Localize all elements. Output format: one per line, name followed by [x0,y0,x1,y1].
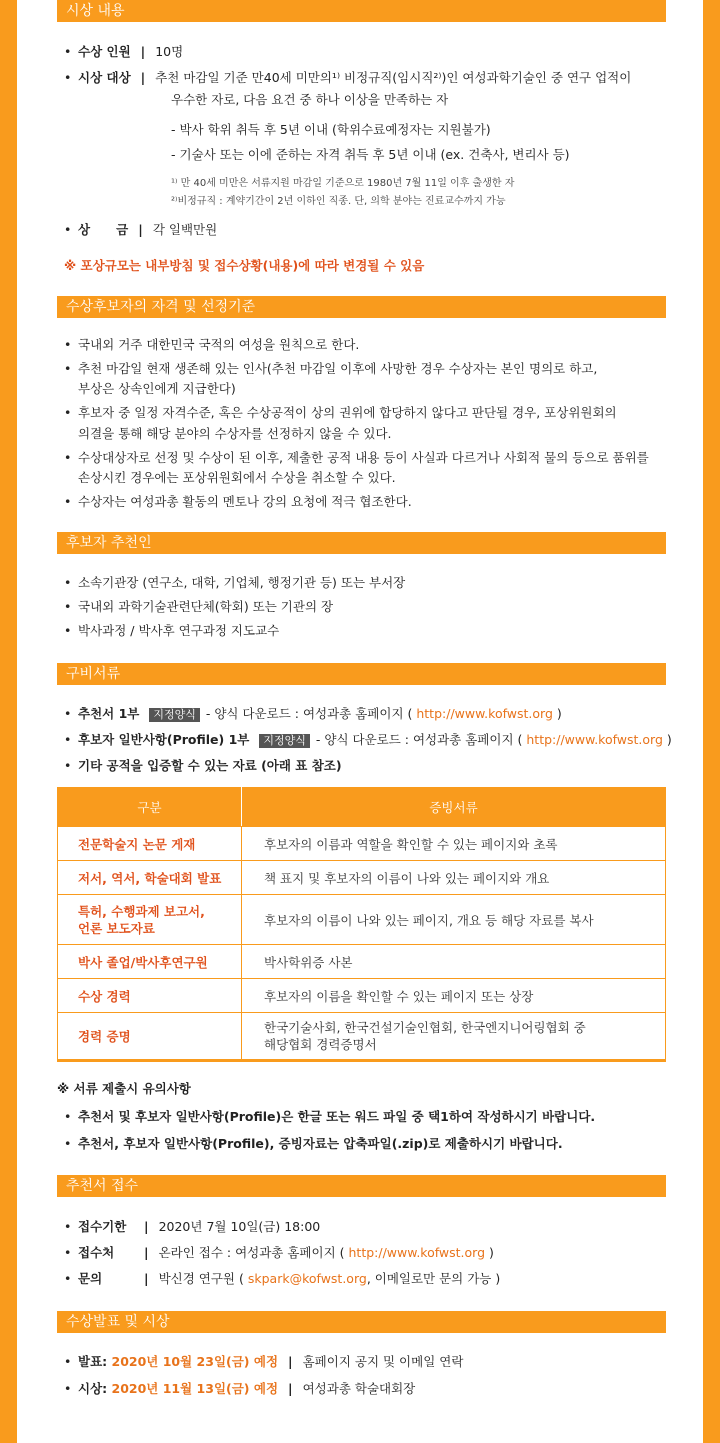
recommender-item: • 박사과정 / 박사후 연구과정 지도교수 [64,623,280,638]
award-warning: ※ 포상규모는 내부방침 및 접수상황(내용)에 따라 변경될 수 있음 [64,258,425,273]
award-count-row: • 수상 인원 | 10명 [64,44,184,59]
submit-contact-row: • 문의 | 박신경 연구원 ( skpark@kofwst.org, 이메일로만 문의 가능 ) [64,1271,501,1286]
docs-item-label: 기타 공적을 입증할 수 있는 자료 (아래 표 참조) [78,758,342,773]
submit-contact-label: 문의 [78,1271,103,1286]
docs-item-text: - 양식 다운로드 : 여성과총 홈페이지 ( [315,732,523,747]
docs-item-3: • 기타 공적을 입증할 수 있는 자료 (아래 표 참조) [64,758,342,773]
award-target-row: • 시상 대상 | 추천 마감일 기준 만40세 미만의¹⁾ 비정규직(임시직²⁾)인 여성과학기술인 중 연구 업적이 [64,70,632,85]
section-header-ceremony: 수상발표 및 시상 [57,1311,666,1333]
submit-deadline-value: 2020년 7월 10일(금) 18:00 [158,1219,321,1234]
docs-item-2: • 후보자 일반사항(Profile) 1부 지정양식 - 양식 다운로드 : 여성과총 홈페이지 ( http://www.kofwst.org ) [64,732,672,747]
form-tag: 지정양식 [149,708,200,722]
kofwst-link[interactable]: http://www.kofwst.org [348,1245,486,1260]
docs-item-label: 후보자 일반사항(Profile) 1부 [78,732,250,747]
criteria-item: • 추천 마감일 현재 생존해 있는 인사(추천 마감일 이후에 사망한 경우 수상자는 본인 명의로 하고, [64,361,598,376]
award-prize-row: • 상 금 | 각 일백만원 [64,222,218,237]
table-cell-evidence: 후보자의 이름과 역할을 확인할 수 있는 페이지와 초록 [242,827,666,861]
ceremony-announce-date: 2020년 10월 23일(금) 예정 [111,1354,279,1369]
award-target-line2: 우수한 자로, 다음 요건 중 하나 이상을 만족하는 자 [171,92,449,107]
table-row [58,979,666,1013]
table-cell-category: 경력 증명 [58,1013,242,1061]
submit-deadline-label: 접수기한 [78,1219,127,1234]
ceremony-award-detail: 여성과총 학술대회장 [302,1381,416,1396]
form-tag: 지정양식 [259,734,310,748]
submit-contact-text: 박신경 연구원 ( [158,1271,244,1286]
docs-notice-title: ※ 서류 제출시 유의사항 [57,1081,191,1096]
kofwst-link[interactable]: http://www.kofwst.org [416,706,553,721]
criteria-text: 의결을 통해 해당 분야의 수상자를 선정하지 않을 수 있다. [78,426,392,441]
table-header-row [58,788,666,827]
award-count-label: 수상 인원 [78,44,131,59]
table-row [58,827,666,861]
recommender-item: • 소속기관장 (연구소, 대학, 기업체, 행정기관 등) 또는 부서장 [64,575,406,590]
criteria-item: • 후보자 중 일정 자격수준, 혹은 수상공적이 상의 권위에 합당하지 않다고 판단될 경우, 포상위원회의 [64,405,617,420]
section-header-criteria: 수상후보자의 자격 및 선정기준 [57,296,666,318]
submit-place-label: 접수처 [78,1245,115,1260]
recommender-text: 박사과정 / 박사후 연구과정 지도교수 [78,623,280,638]
award-requirement-1: - 박사 학위 취득 후 5년 이내 (학위수료예정자는 지원불가) [171,122,491,137]
criteria-text: 후보자 중 일정 자격수준, 혹은 수상공적이 상의 권위에 합당하지 않다고 판단될 경우, 포상위원회의 [78,405,617,420]
ceremony-award-label: 시상: [78,1381,112,1396]
criteria-text: 손상시킨 경우에는 포상위원회에서 수상을 취소할 수 있다. [78,470,396,485]
criteria-text: 국내외 거주 대한민국 국적의 여성을 원칙으로 한다. [78,337,360,352]
docs-item-1: • 추천서 1부 지정양식 - 양식 다운로드 : 여성과총 홈페이지 ( http://www.kofwst.org ) [64,706,562,721]
recommender-text: 소속기관장 (연구소, 대학, 기업체, 행정기관 등) 또는 부서장 [78,575,406,590]
table-header-evidence: 증빙서류 [242,788,666,827]
criteria-item: • 국내외 거주 대한민국 국적의 여성을 원칙으로 한다. [64,337,360,352]
close-paren: ) [666,732,672,747]
submit-contact-suffix: , 이메일로만 문의 가능 ) [366,1271,501,1286]
evidence-table [57,787,666,1062]
table-cell-evidence: 후보자의 이름이 나와 있는 페이지, 개요 등 해당 자료를 복사 [242,895,666,945]
left-orange-border [0,0,17,1443]
criteria-text: 수상대상자로 선정 및 수상이 된 이후, 제출한 공적 내용 등이 사실과 다르거나 사회적 물의 등으로 품위를 [78,450,649,465]
recommender-text: 국내외 과학기술관련단체(학회) 또는 기관의 장 [78,599,334,614]
ceremony-announce-detail: 홈페이지 공지 및 이메일 연락 [302,1354,464,1369]
table-cell-category: 박사 졸업/박사후연구원 [58,945,242,979]
close-paren: ) [556,706,562,721]
docs-item-text: - 양식 다운로드 : 여성과총 홈페이지 ( [205,706,413,721]
submit-deadline-row: • 접수기한 | 2020년 7월 10일(금) 18:00 [64,1219,321,1234]
table-cell-evidence: 한국기술사회, 한국건설기술인협회, 한국엔지니어링협회 중 해당협회 경력증명서 [242,1013,666,1061]
table-cell-category: 수상 경력 [58,979,242,1013]
award-count-value: 10명 [155,44,184,59]
kofwst-link[interactable]: http://www.kofwst.org [526,732,663,747]
award-prize-label: 상 금 [78,222,129,237]
table-row [58,861,666,895]
table-row [58,895,666,945]
table-cell-evidence: 책 표지 및 후보자의 이름이 나와 있는 페이지와 개요 [242,861,666,895]
docs-notice-item: • 추천서 및 후보자 일반사항(Profile)은 한글 또는 워드 파일 중 택1하여 작성하시기 바랍니다. [64,1109,596,1124]
award-footnote-1: ¹⁾ 만 40세 미만은 서류지원 마감일 기준으로 1980년 7월 11일 이후 출생한 자 [171,178,515,189]
table-header-category: 구분 [58,788,242,827]
submit-place-row: • 접수처 | 온라인 접수 : 여성과총 홈페이지 ( http://www.kofwst.org ) [64,1245,494,1260]
award-target-line1: 추천 마감일 기준 만40세 미만의¹⁾ 비정규직(임시직²⁾)인 여성과학기술인 중 연구 업적이 [155,70,632,85]
award-footnote-2: ²⁾비정규직 : 계약기간이 2년 이하인 직종. 단, 의학 분야는 진료교수까지 가능 [171,196,506,207]
docs-notice-text: 추천서, 후보자 일반사항(Profile), 증빙자료는 압축파일(.zip)로 제출하시기 바랍니다. [78,1136,563,1151]
table-cell-category: 전문학술지 논문 게재 [58,827,242,861]
criteria-item: • 수상대상자로 선정 및 수상이 된 이후, 제출한 공적 내용 등이 사실과 다르거나 사회적 물의 등으로 품위를 [64,450,649,465]
recommender-item: • 국내외 과학기술관련단체(학회) 또는 기관의 장 [64,599,334,614]
table-row [58,945,666,979]
section-header-documents: 구비서류 [57,663,666,685]
submit-place-text: 온라인 접수 : 여성과총 홈페이지 ( [158,1245,345,1260]
ceremony-announce-label: 발표: [78,1354,112,1369]
criteria-item: • 수상자는 여성과총 활동의 멘토나 강의 요청에 적극 협조한다. [64,494,412,509]
ceremony-award-date: 2020년 11월 13일(금) 예정 [111,1381,279,1396]
criteria-text: 부상은 상속인에게 지급한다) [78,381,236,396]
table-cell-category: 저서, 역서, 학술대회 발표 [58,861,242,895]
contact-email-link[interactable]: skpark@kofwst.org [247,1271,367,1286]
ceremony-announce-row: • 발표: 2020년 10월 23일(금) 예정 | 홈페이지 공지 및 이메일 연락 [64,1354,464,1369]
section-header-submission: 추천서 접수 [57,1175,666,1197]
criteria-text: 수상자는 여성과총 활동의 멘토나 강의 요청에 적극 협조한다. [78,494,412,509]
award-target-label: 시상 대상 [78,70,131,85]
ceremony-award-row: • 시상: 2020년 11월 13일(금) 예정 | 여성과총 학술대회장 [64,1381,416,1396]
docs-notice-item: • 추천서, 후보자 일반사항(Profile), 증빙자료는 압축파일(.zip)로 제출하시기 바랍니다. [64,1136,563,1151]
section-header-award: 시상 내용 [57,0,666,22]
table-row [58,1013,666,1061]
docs-item-label: 추천서 1부 [78,706,140,721]
award-requirement-2: - 기술사 또는 이에 준하는 자격 취득 후 5년 이내 (ex. 건축사, 변리사 등) [171,147,570,162]
table-cell-evidence: 후보자의 이름을 확인할 수 있는 페이지 또는 상장 [242,979,666,1013]
close-paren: ) [489,1245,494,1260]
right-orange-border [703,0,720,1443]
section-header-recommenders: 후보자 추천인 [57,532,666,554]
criteria-text: 추천 마감일 현재 생존해 있는 인사(추천 마감일 이후에 사망한 경우 수상자는 본인 명의로 하고, [78,361,598,376]
docs-notice-text: 추천서 및 후보자 일반사항(Profile)은 한글 또는 워드 파일 중 택1하여 작성하시기 바랍니다. [78,1109,596,1124]
award-prize-value: 각 일백만원 [152,222,218,237]
table-cell-category: 특허, 수행과제 보고서, 언론 보도자료 [58,895,242,945]
table-cell-evidence: 박사학위증 사본 [242,945,666,979]
